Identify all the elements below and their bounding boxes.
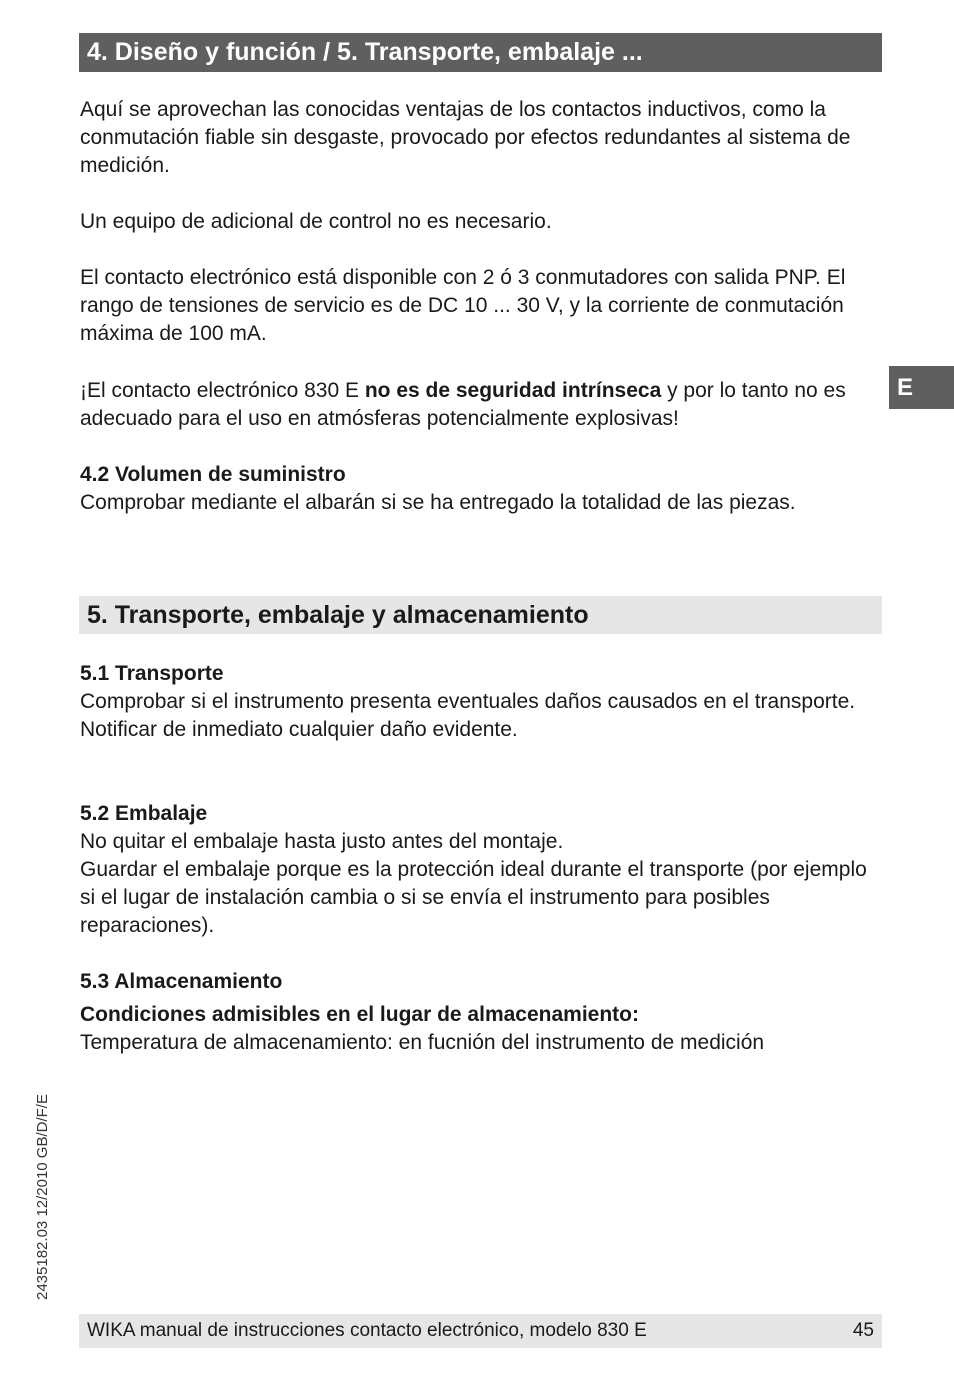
paragraph-text: No quitar el embalaje hasta justo antes del montaje.	[80, 830, 564, 853]
footer-text: WIKA manual de instrucciones contacto electrónico, modelo 830 E	[87, 1320, 647, 1341]
paragraph-switch-specs	[80, 264, 880, 348]
warning-text-post: y por lo tanto no es adecuado para el uso en atmósferas potencialmente explosivas!	[80, 379, 846, 430]
subsection-heading: 4.2 Volumen de suministro	[80, 463, 346, 486]
subsection-heading: 5.1 Transporte	[80, 662, 224, 685]
language-tab: E	[889, 366, 954, 409]
warning-text-pre: ¡El contacto electrónico 830 E	[80, 379, 365, 402]
footer	[79, 1314, 882, 1348]
conditions-heading: Condiciones admisibles en el lugar de almacenamiento:	[80, 1003, 639, 1026]
subsection-heading: 5.2 Embalaje	[80, 802, 208, 825]
section-title: 5. Transporte, embalaje y almacenamiento	[79, 596, 882, 634]
warning-text-bold: no es de seguridad intrínseca	[364, 379, 662, 402]
document-code: 2435182.03 12/2010 GB/D/F/E	[34, 1094, 51, 1300]
paragraph-safety-warning	[80, 377, 880, 433]
subsection-5-1	[80, 660, 880, 744]
subsection-heading: 5.3 Almacenamiento	[80, 970, 283, 993]
paragraph-no-control-unit	[80, 208, 880, 236]
paragraph-text	[80, 377, 880, 433]
paragraph-text: El contacto electrónico está disponible con 2 ó 3 conmutadores con salida PNP. El rango de tensiones de servicio es de DC 10 ... 30 V, y la corriente de conmutación máxima de 100 mA.	[80, 266, 846, 345]
paragraph-text: Temperatura de almacenamiento: en fucnión del instrumento de medición	[80, 1031, 765, 1054]
page-title: 4. Diseño y función / 5. Transporte, embalaje ...	[79, 33, 882, 72]
subsection-4-2	[80, 461, 880, 517]
paragraph-text: Guardar el embalaje porque es la protección ideal durante el transporte (por ejemplo si el lugar de instalación cambia o si se envía el instrumento para posibles reparaciones).	[80, 858, 867, 937]
page-number: 45	[852, 1320, 874, 1341]
paragraph-text: Un equipo de adicional de control no es necesario.	[80, 210, 552, 233]
paragraph-text: Comprobar si el instrumento presenta eventuales daños causados en el transporte.	[80, 690, 856, 713]
paragraph-text: Comprobar mediante el albarán si se ha entregado la totalidad de las piezas.	[80, 491, 796, 514]
subsection-5-3	[80, 968, 880, 1057]
paragraph-inductive-advantages	[80, 96, 880, 180]
paragraph-text: Aquí se aprovechan las conocidas ventajas de los contactos inductivos, como la conmutación fiable sin desgaste, provocado por efectos redundantes al sistema de medición.	[80, 98, 851, 177]
paragraph-text: Notificar de inmediato cualquier daño evidente.	[80, 718, 518, 741]
subsection-5-2	[80, 800, 880, 940]
